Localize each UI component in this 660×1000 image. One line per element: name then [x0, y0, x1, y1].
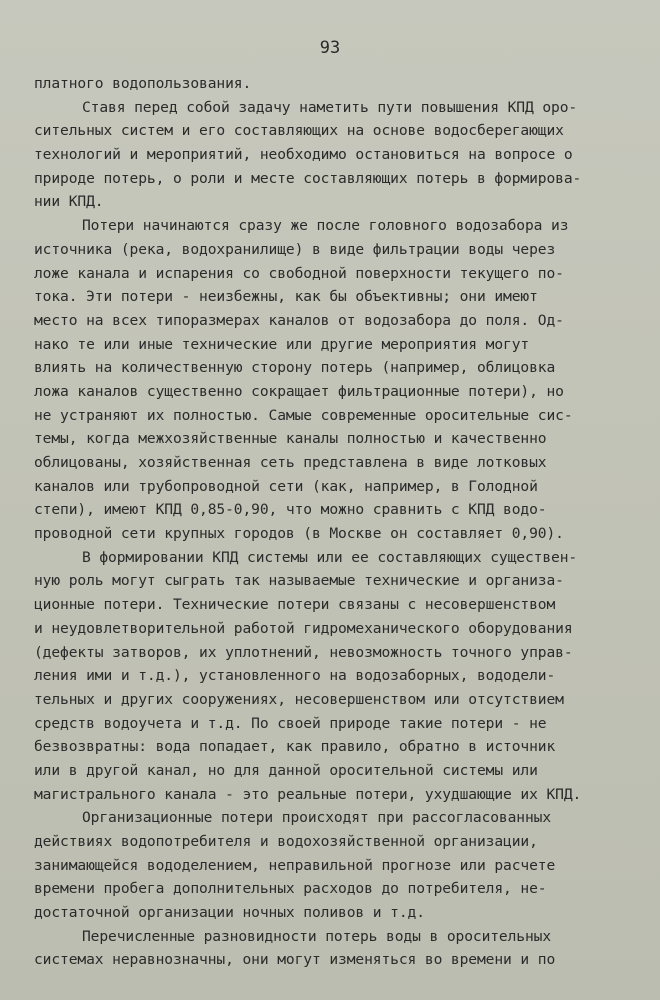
text-line: безвозвратны: вода попадает, как правило, обратно в источник	[34, 738, 556, 756]
body-text	[34, 72, 634, 972]
text-line: место на всех типоразмерах каналов от водозабора до поля. Од-	[34, 311, 564, 329]
text-line: действиях водопотребителя и водохозяйственной организации,	[34, 833, 538, 850]
text-line: Организационные потери происходят при рассогласованных	[82, 809, 552, 827]
text-line: ложа каналов существенно сокращает фильтрационные потери), но	[34, 382, 564, 400]
text-line: проводной сети крупных городов (в Москве он составляет 0,90).	[34, 525, 564, 543]
paragraph	[34, 925, 634, 972]
paragraph	[34, 214, 634, 546]
text-line: ления ими и т.д.), установленного на водозаборных, вододели-	[34, 667, 556, 685]
text-line: ционные потери. Технические потери связаны с несовершенством	[34, 596, 556, 614]
text-line: темы, когда межхозяйственные каналы полностью и качественно	[34, 430, 547, 448]
text-line: облицованы, хозяйственная сеть представлена в виде лотковых	[34, 454, 547, 471]
text-line: Перечисленные разновидности потерь воды в оросительных	[82, 927, 552, 945]
text-line: системах неравнозначны, они могут изменяться во времени и по	[34, 951, 556, 969]
text-line: достаточной организации ночных поливов и т.д.	[34, 904, 425, 922]
paragraph	[34, 546, 634, 807]
text-line: и неудовлетворительной работой гидромеханического оборудования	[34, 619, 573, 637]
text-line: средств водоучета и т.д. По своей природе такие потери - не	[34, 714, 547, 732]
text-line: тока. Эти потери - неизбежны, как бы объективны; они имеют	[34, 288, 538, 306]
text-line: или в другой канал, но для данной оросительной системы или	[34, 761, 538, 779]
paragraph	[34, 806, 634, 924]
text-line: магистрального канала - это реальные потери, ухудшающие их КПД.	[34, 785, 582, 803]
text-line: платного водопользования.	[34, 75, 252, 92]
text-line: нако те или иные технические или другие мероприятия могут	[34, 335, 530, 353]
text-line: сительных систем и его составляющих на основе водосберегающих	[34, 122, 564, 140]
text-line: ную роль могут сыграть так называемые технические и организа-	[34, 572, 564, 590]
text-line: (дефекты затворов, их уплотнений, невозможность точного управ-	[34, 643, 573, 661]
paragraph	[34, 96, 634, 214]
text-line: источника (река, водохранилище) в виде фильтрации воды через	[34, 240, 556, 258]
text-line: тельных и других сооружениях, несовершенством или отсутствием	[34, 690, 564, 708]
text-line: степи), имеют КПД 0,85-0,90, что можно сравнить с КПД водо-	[34, 501, 547, 519]
text-line: времени пробега дополнительных расходов до потребителя, не-	[34, 880, 547, 898]
text-line: влиять на количественную сторону потерь (например, облицовка	[34, 359, 556, 377]
text-line: не устраняют их полностью. Самые современные оросительные сис-	[34, 406, 573, 424]
text-line: занимающейся вододелением, неправильной прогнозе или расчете	[34, 856, 556, 874]
paragraph	[34, 72, 634, 96]
page-number: 93	[319, 38, 341, 58]
text-line: ложе канала и испарения со свободной поверхности текущего по-	[34, 264, 564, 282]
text-line: Потери начинаются сразу же после головного водозабора из	[82, 217, 569, 235]
text-line: каналов или трубопроводной сети (как, например, в Голодной	[34, 477, 538, 495]
text-line: В формировании КПД системы или ее составляющих существен-	[82, 548, 578, 566]
text-line: технологий и мероприятий, необходимо остановиться на вопросе о	[34, 146, 573, 164]
text-line: природе потерь, о роли и месте составляющих потерь в формирова-	[34, 169, 582, 187]
text-line: нии КПД.	[34, 193, 104, 211]
text-line: Ставя перед собой задачу наметить пути повышения КПД оро-	[82, 98, 578, 116]
